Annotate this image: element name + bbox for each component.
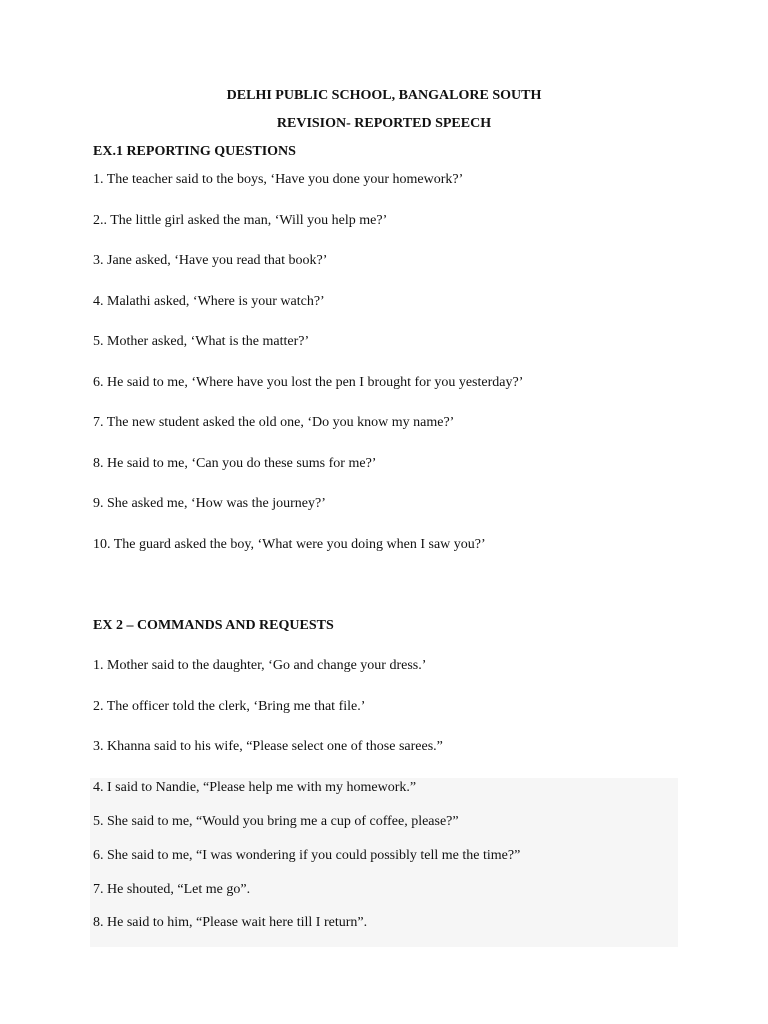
ex2-item-1: 1. Mother said to the daughter, ‘Go and change your dress.’: [93, 658, 427, 673]
ex2-item-8: 8. He said to him, “Please wait here till I return”.: [93, 915, 368, 930]
page-subtitle: REVISION- REPORTED SPEECH: [276, 116, 492, 131]
ex1-item-5: 5. Mother asked, ‘What is the matter?’: [93, 334, 310, 349]
page-title: DELHI PUBLIC SCHOOL, BANGALORE SOUTH: [226, 88, 542, 103]
ex1-item-7: 7. The new student asked the old one, ‘Do you know my name?’: [93, 415, 455, 430]
ex1-item-2: 2.. The little girl asked the man, ‘Will you help me?’: [93, 213, 388, 228]
ex1-item-10: 10. The guard asked the boy, ‘What were you doing when I saw you?’: [93, 537, 486, 552]
ex2-item-5: 5. She said to me, “Would you bring me a cup of coffee, please?”: [93, 814, 459, 829]
ex2-heading: EX 2 – COMMANDS AND REQUESTS: [93, 618, 334, 633]
ex1-item-9: 9. She asked me, ‘How was the journey?’: [93, 496, 326, 511]
ex1-item-6: 6. He said to me, ‘Where have you lost the pen I brought for you yesterday?’: [93, 375, 524, 390]
ex1-item-3: 3. Jane asked, ‘Have you read that book?’: [93, 253, 328, 268]
ex2-item-2: 2. The officer told the clerk, ‘Bring me that file.’: [93, 699, 366, 714]
ex1-item-8: 8. He said to me, ‘Can you do these sums for me?’: [93, 456, 377, 471]
ex1-item-1: 1. The teacher said to the boys, ‘Have you done your homework?’: [93, 172, 464, 187]
ex1-item-4: 4. Malathi asked, ‘Where is your watch?’: [93, 294, 325, 309]
ex2-item-4: 4. I said to Nandie, “Please help me with my homework.”: [93, 780, 417, 795]
ex2-item-7: 7. He shouted, “Let me go”.: [93, 882, 251, 897]
ex1-heading: EX.1 REPORTING QUESTIONS: [93, 144, 296, 159]
ex2-item-6: 6. She said to me, “I was wondering if you could possibly tell me the time?”: [93, 848, 521, 863]
ex2-item-3: 3. Khanna said to his wife, “Please select one of those sarees.”: [93, 739, 443, 754]
